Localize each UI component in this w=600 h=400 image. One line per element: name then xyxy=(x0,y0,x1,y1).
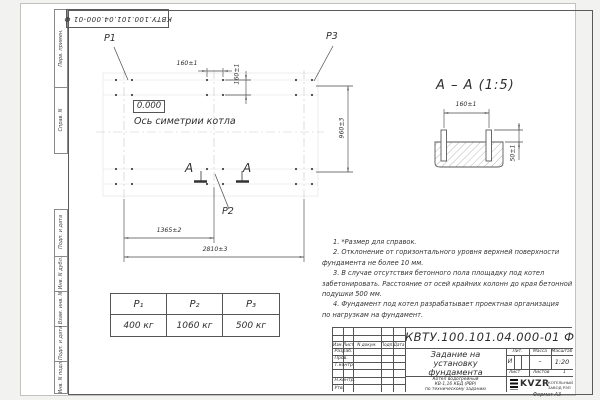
dim-section-spacing: 160±1 xyxy=(455,101,477,108)
scale-value: 1:20 xyxy=(554,358,570,366)
loads-table xyxy=(110,293,280,337)
product-line-3: по техническому заданию xyxy=(424,386,487,392)
foundation-outline xyxy=(103,73,318,196)
section-cut-marks xyxy=(194,171,249,182)
title-block xyxy=(332,327,575,392)
col-list: Лист xyxy=(343,341,354,347)
col-izm: Изм. xyxy=(333,341,343,347)
row-prov: Пров. xyxy=(334,356,348,361)
section-view-title: А – А (1:5) xyxy=(436,78,515,93)
row-tkontr: Т.контр. xyxy=(334,363,355,368)
load-label-p2: P2 xyxy=(222,206,234,217)
mass-label: Масса xyxy=(533,349,547,354)
kvzr-logo-mark xyxy=(510,379,518,390)
row-razrab: Разраб. xyxy=(334,349,353,354)
loads-table-value-p3: 500 кг xyxy=(235,320,267,331)
product-line-1: Котел водогрейный xyxy=(432,376,479,382)
note-line: 3. В случае отсутствия бетонного пола площадку под котел xyxy=(333,269,545,278)
note-line: забетонировать. Расстояние от осей крайних колонн до края бетонной xyxy=(322,279,573,288)
margin-label-sprav-n: Справ. N xyxy=(58,108,64,132)
title-line-2: установку xyxy=(433,358,478,368)
dim-plan-width: 960±3 xyxy=(338,117,346,139)
margin-label-perv-primen: Перв. примен. xyxy=(58,29,64,67)
loads-table-header-p2: P₂ xyxy=(167,294,223,315)
anchor-bolt-right xyxy=(486,130,492,161)
format-note: Формат А3 xyxy=(532,392,562,398)
title-block-doc-number: КВТУ.100.101.04.000-01 Ф xyxy=(405,330,575,344)
loads-table-header-p1: P₁ xyxy=(111,294,167,315)
lit-label: Лит. xyxy=(512,349,523,354)
product-line-2: КВ-1,16 КБД (РВР) xyxy=(434,381,477,387)
scale-label: Масштаб xyxy=(551,349,573,354)
dim-section-height: 50±1 xyxy=(509,144,517,162)
loads-table-value-p1: 400 кг xyxy=(111,315,167,336)
dim-plan-mid: 1365±2 xyxy=(156,227,182,234)
col-doc: N докум. xyxy=(357,341,377,347)
sheet-label: Лист xyxy=(509,370,521,375)
margin-label-podp-data-1: Подп. и дата xyxy=(58,214,64,250)
loads-table-value-p2: 1060 кг xyxy=(167,315,223,336)
notes-block xyxy=(322,237,574,320)
title-line-3: фундамента xyxy=(428,367,483,377)
note-line: 4. Фундамент под котел разрабатывает проектная организация xyxy=(333,300,559,309)
mass-value: – xyxy=(538,358,542,365)
note-line: подушки 500 мм. xyxy=(322,290,382,299)
margin-label-vzam-inv: Взам. инв. N xyxy=(58,291,64,325)
note-line: 2. Отклонение от горизонтального уровня верхней поверхности xyxy=(333,248,560,257)
kvzr-logo-sub2: ЗАВОД РЭП xyxy=(548,385,571,390)
anchor-bolt-left xyxy=(441,130,447,161)
section-letter-left: А xyxy=(185,161,194,175)
kvzr-logo-sub1: КОТЕЛЬНЫЙ xyxy=(548,380,573,385)
dim-plan-total: 2810±3 xyxy=(202,246,228,253)
centerlines xyxy=(96,70,324,200)
row-nkontr: Н.контр. xyxy=(334,378,356,383)
margin-label-inv-dubl: Инв. N дубл. xyxy=(58,256,64,290)
col-date: Дата xyxy=(393,341,405,347)
boiler-symmetry-axis-label: Ось симетрии котла xyxy=(134,116,236,127)
elevation-mark: 0.000 xyxy=(133,100,165,113)
row-utv: Утв. xyxy=(334,385,345,391)
dim-bolt-spacing-v: 160±1 xyxy=(233,63,241,85)
lit-value: И xyxy=(507,358,513,365)
note-line: по нагрузкам на фундамент. xyxy=(322,310,424,319)
col-sign: Подп. xyxy=(381,341,394,347)
margin-label-inv-podl: Инв. N подл. xyxy=(58,360,64,394)
kvzr-logo-text: KVZR xyxy=(520,379,550,389)
sheets-value: 1 xyxy=(563,370,566,375)
loads-table-header-p3: P₃ xyxy=(223,294,279,315)
section-letter-right: А xyxy=(243,161,252,175)
load-label-p1: P1 xyxy=(104,33,116,44)
sheets-label: Листов xyxy=(533,370,550,375)
margin-label-podp-data-2: Подп. и дата xyxy=(58,325,64,361)
dim-bolt-spacing-h: 160±1 xyxy=(176,60,198,67)
top-stamp-number: КВТУ.100.101.04.000-01 Ф xyxy=(63,14,172,23)
note-line: 1. *Размер для справок. xyxy=(333,238,417,246)
load-label-p3: P3 xyxy=(326,31,338,42)
title-line-1: Задание на xyxy=(430,349,481,359)
note-line: фундамента не более 10 мм. xyxy=(322,258,424,267)
